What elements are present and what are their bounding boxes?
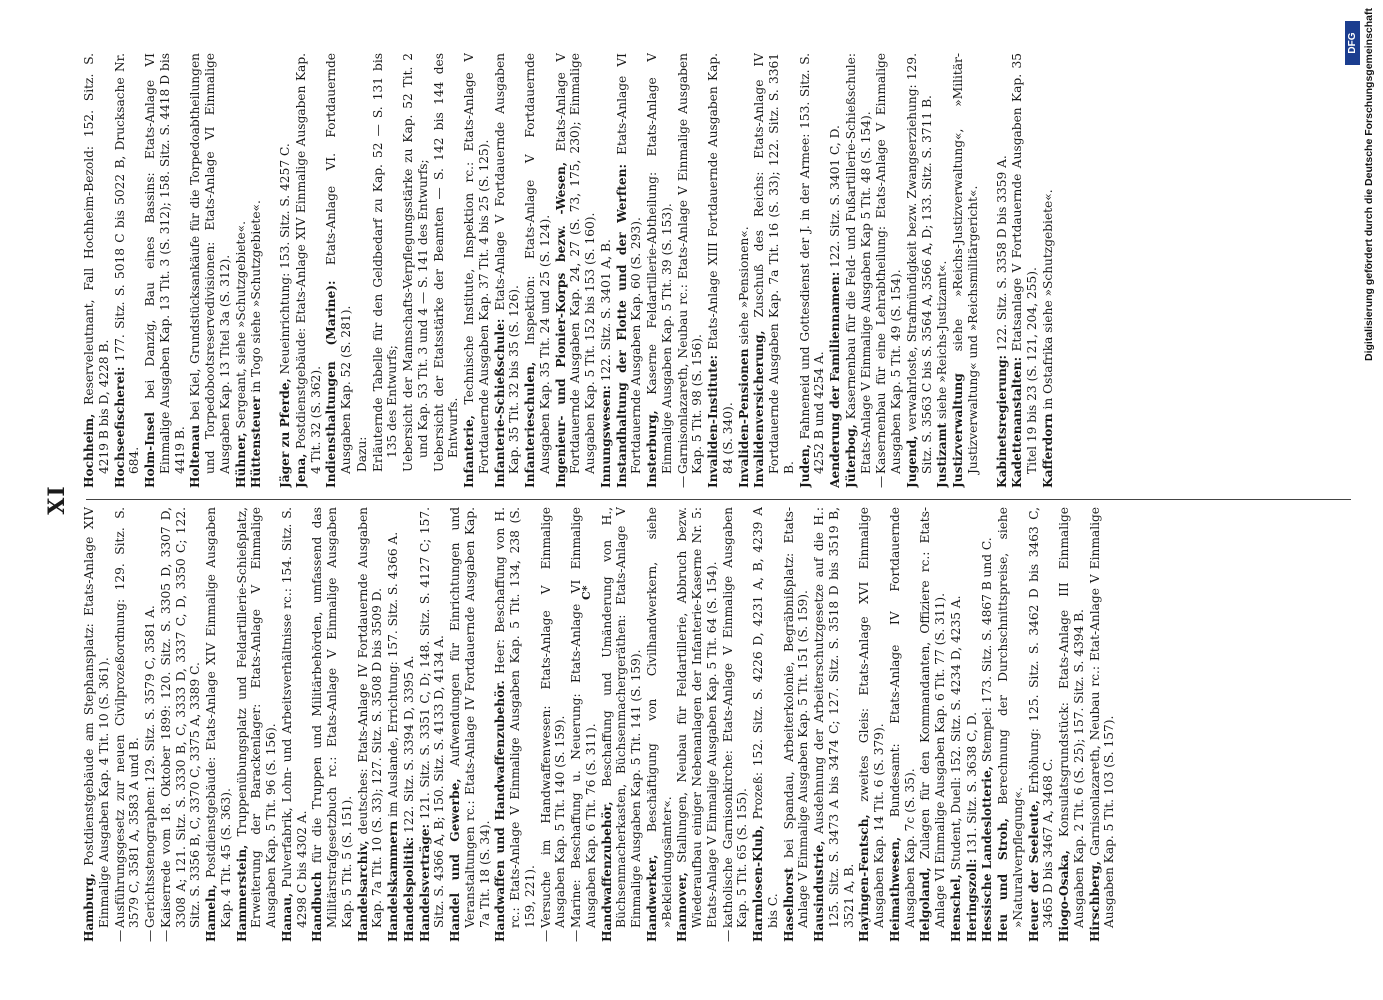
index-reference: Truppenübungsplatz und Feldartillerie-Schießplatz, Erweiterung der Barackenlager: Etats-Anlage V Einmalige Ausgaben Kap. 5 Tit. 96 (S. 156). [234, 507, 278, 928]
index-reference: Stempel: 173. Sitz. S. 4867 B und C. [980, 537, 995, 763]
index-reference: Kaiserrede vom 18. Oktober 1899: 120. Sitz. S. 3305 D, 3307 D, 3308 A; 121. Sitz. S. 3330 B, C, 3333 D, 3337 C, D, 3350 C; 122. Sitz. S. 3356 B, C, 3370 C, 3375 A, 3389 C. [158, 507, 203, 928]
continuation-dash: — [538, 929, 553, 942]
index-entry [113, 507, 143, 942]
index-term: Justizamt [935, 422, 950, 488]
index-entry [645, 53, 675, 488]
index-reference: Dazu: [354, 436, 369, 472]
index-column-right [82, 53, 1357, 488]
index-term: Holm-Insel [143, 411, 157, 488]
index-reference: Kasernenbau für die Feld- und Fußartillerie-Schießschule: Etats-Anlage V Einmalige Ausgaben Kap 5 Tit. 48 (S. 154). [843, 53, 873, 474]
index-term: Heu und Stroh, [996, 818, 1010, 942]
index-entry [888, 507, 918, 942]
index-term: Handwaffenzubehör, [599, 801, 614, 942]
index-reference: 121. Sitz. S. 3351 C, D; 148. Sitz. S. 4127 C; 157. Sitz. S. 4366 A, B; 150. Sitz. S. 4133 D, 4134 A. [417, 507, 447, 928]
index-entry [706, 53, 736, 488]
index-entry [310, 507, 354, 942]
index-reference: siehe »Pensionen«. [736, 226, 751, 345]
index-entry [752, 53, 796, 488]
index-entry [355, 53, 370, 488]
index-entry [113, 53, 143, 488]
index-reference: Pulverfabrik, Lohn- und Arbeitsverhältnisse rc.: 154. Sitz. S. 4298 C bis 4302 A. [279, 507, 309, 928]
index-term: Hochheim, [82, 413, 96, 488]
index-reference: Prozeß: 152. Sitz. S. 4226 D, 4231 A, B, 4239 A bis C. [751, 507, 780, 928]
index-reference: Postdienstgebäude: Etats-Anlage XIV Einmalige Ausgaben Kap. 4 Tit. 45 (S. 363). [204, 507, 233, 928]
continuation-dash: — [158, 929, 173, 942]
index-reference: siehe »Reichs-Justizamt«. [935, 260, 950, 420]
index-term: Haselhorst [781, 867, 796, 942]
index-term: Hamburg, [82, 873, 96, 942]
index-entry [278, 53, 293, 488]
index-entry [371, 53, 401, 488]
index-entry [1057, 507, 1087, 942]
index-entry [995, 53, 1010, 488]
index-term: Aenderung der Familiennamen: [828, 271, 842, 488]
index-term: Hiogo-Osaka, [1057, 850, 1071, 942]
index-reference: in Ostafrika siehe »Schutzgebiete«. [1040, 189, 1055, 410]
index-term: Ingenieur- und Pionier-Korps bezw. -Wesen, [553, 161, 568, 488]
index-reference: Student, Duell: 152. Sitz. S. 4234 D, 4235 A. [948, 595, 963, 871]
index-column-left [82, 507, 1357, 942]
index-term: Hühner, [233, 432, 248, 488]
index-term: Jugend, [904, 435, 919, 488]
index-entry [143, 53, 187, 488]
index-reference: zweites Gleis: Etats-Anlage XVI Einmalige Ausgaben Kap. 14 Tit. 6 (S. 379). [857, 507, 886, 928]
page-number: XI [44, 485, 70, 515]
index-term: Kafferdorn [1040, 413, 1055, 488]
index-entry [676, 53, 706, 488]
index-reference: Neueinrichtung: 153. Sitz. S. 4257 C. [278, 143, 292, 375]
index-term: Kabinetsregierung: [994, 355, 1009, 488]
index-entry [1088, 507, 1118, 942]
index-reference: Beschäftigung von Civilhandwerkern, siehe »Bekleidungsämter«. [644, 507, 674, 928]
index-reference: Reserveleutnant, Fall Hochheim-Bezold: 152. Sitz. S. 4219 B bis D, 4228 B. [82, 53, 111, 474]
index-entry [523, 53, 553, 488]
index-entry [569, 507, 599, 942]
index-entry [1027, 507, 1057, 942]
index-reference: verwahrloste, Strafmündigkeit bezw. Zwangserziehung: 129. Sitz. S. 3563 C bis S. 3564 A, 3566 A, D; 133. Sitz. S. 3711 B. [904, 53, 934, 474]
index-reference: in Togo siehe »Schutzgebiete«. [249, 200, 264, 393]
continuation-dash: — [874, 475, 889, 488]
index-reference: Etats-Anlage XIII Fortdauernde Ausgaben Kap. 84 (S. 340). [706, 53, 735, 474]
index-entry [600, 507, 644, 942]
index-term: Holtenau [188, 424, 203, 488]
index-reference: Etatsanlage V Fortdauernde Ausgaben Kap. 35 Titel 19 bis 23 (S. 121, 204, 255). [1010, 53, 1039, 474]
index-reference: Berechnung der Durchschnittspreise, siehe »Naturalverpflegung«. [996, 507, 1025, 928]
continuation-dash: — [112, 929, 127, 942]
index-term: Innungswesen: [598, 385, 613, 488]
index-entry [1041, 53, 1056, 488]
continuation-dash: — [143, 929, 157, 942]
index-entry [812, 507, 856, 942]
index-reference: Zulagen für den Kommandanten, Offiziere rc.: Etats-Anlage VI Einmalige Ausgaben Kap. 6 Tit. 77 (S. 311). [918, 507, 947, 928]
index-reference: Etats-Anlage V Fortdauernde Ausgaben Kap. 24, 27 (S. 73, 175, 230); Einmalige Ausgaben Kap. 5 Tit. 152 bis 153 (S. 160). [553, 53, 597, 474]
index-term: Hüttensteuer [249, 396, 264, 488]
index-term: Hayingen-Fentsch, [857, 814, 872, 942]
index-entry [143, 507, 158, 942]
index-reference: katholische Garnisonkirche: Etats-Anlage V Einmalige Ausgaben Kap. 5 Tit. 65 (S. 155). [720, 507, 750, 928]
index-entry [798, 53, 828, 488]
index-reference: Kasernenbau für eine Lehrabtheilung: Etats-Anlage V Einmalige Ausgaben Kap. 5 Tit. 49 (S. 154). [874, 53, 903, 474]
index-entry [294, 53, 324, 488]
index-term: Kadettenanstalten: [1010, 356, 1025, 488]
index-reference: Sergeant, siehe »Schutzgebiete«. [233, 221, 248, 429]
index-reference: Gerichtsstenographen: 129. Sitz. S. 3579 C, 3581 A. [143, 605, 157, 928]
index-term: Hausindustrie, [812, 840, 826, 942]
index-entry [493, 507, 537, 942]
index-reference: Garnisonlazareth, Neubau rc.: Etats-Anlage V Einmalige Ausgaben Kap. 5 Tit. 98 (S. 156). [675, 53, 705, 474]
index-reference: 177. Sitz. S. 5018 C bis 5022 B, Drucksache Nr. 684. [112, 53, 142, 474]
index-entry [874, 53, 904, 488]
index-entry [918, 507, 948, 942]
index-entry [401, 53, 431, 488]
index-term: Jäger zu Pferde, [278, 378, 292, 488]
digitization-credit: Digitalisierung gefördert durch die Deutsche Forschungsgemeinschaft [1363, 8, 1375, 361]
index-reference: Ausführungsgesetz zur neuen Civilprozeßordnung: 129. Sitz. S. 3579 C, 3581 A, 3583 A und B. [112, 507, 142, 928]
index-reference: Fahneneid und Gottesdienst der J. in der Armee: 153. Sitz. S. 4252 B und 4254 A. [797, 53, 827, 474]
index-term: Insterburg, [645, 410, 659, 488]
index-reference: Uebersicht der Mannschafts-Verpflegungsstärke zu Kap. 52 Tit. 2 und Kap. 53 Tit. 3 und 4 — S. 141 des Entwurfs; [401, 53, 430, 472]
index-entry [402, 507, 417, 942]
index-entry [751, 507, 781, 942]
column-divider [86, 499, 1351, 500]
index-entry [782, 507, 812, 942]
index-reference: bei Spandau, Arbeiterkolonie, Begräbnißplatz: Etats-Anlage V Einmalige Ausgaben Kap. 5 Tit. 151 (S. 159). [781, 507, 811, 928]
index-term: Justizverwaltung [951, 373, 965, 488]
index-reference: Heer: Beschaffung von H. rc.: Etats-Anlage V Einmalige Ausgaben Kap. 5 Tit. 134, 238 (S. 159, 221). [493, 507, 537, 928]
index-reference: Bundesamt: Etats-Anlage IV Fortdauernde Ausgaben Kap. 7c (S. 35). [887, 507, 917, 928]
index-term: Harmlosen-Klub, [751, 825, 765, 942]
index-entry [675, 507, 719, 942]
index-reference: Postdienstgebäude am Stephansplatz: Etats-Anlage XIV Einmalige Ausgaben Kap. 4 Tit. 10 (S. 361). [82, 507, 111, 928]
index-reference: Erhöhung: 125. Sitz. S. 3462 D bis 3463 C, 3465 D bis 3467 A, 3468 C. [1026, 507, 1056, 928]
index-reference: Aufwendungen für Einrichtungen und Veranstaltungen rc.: Etats-Anlage IV Fortdauernde Ausgaben Kap. 7a Tit. 18 (S. 34). [448, 507, 492, 928]
index-term: Hanau, [279, 892, 294, 942]
index-term: Invalidenversicherung, [752, 330, 767, 488]
index-term: Handelsverträge: [417, 823, 432, 942]
index-entry [1010, 53, 1040, 488]
continuation-dash: — [675, 475, 690, 488]
index-term: Instandhaltung der Flotte und der Werften: [614, 164, 629, 488]
index-term: Hammerstein, [234, 844, 249, 942]
index-entry [418, 507, 448, 942]
index-entry [857, 507, 887, 942]
index-entry [996, 507, 1026, 942]
index-entry [82, 53, 112, 488]
dfg-logo: DFG [1345, 21, 1360, 65]
index-reference: Inspektion: Etats-Anlage V Fortdauernde Ausgaben Kap. 35 Tit. 24 und 25 (S. 124). [523, 53, 552, 474]
index-entry [721, 507, 751, 942]
index-reference: Technische Institute, Inspektion rc.: Etats-Anlage V Fortdauernde Ausgaben Kap. 37 Tit. 4 bis 25 (S. 125). [462, 53, 491, 474]
index-reference: Postdienstgebäude: Etats-Anlage XIV Einmalige Ausgaben Kap. 4 Tit. 32 (S. 362). [293, 53, 323, 474]
index-term: Hessische Landeslotterie, [980, 765, 995, 942]
index-entry [249, 53, 264, 488]
index-reference: Marine: Beschaffung u. Neuerung: Etats-Anlage VI Einmalige Ausgaben Kap. 6 Tit. 76 (S. 311). [569, 507, 598, 928]
index-reference: Uebersicht der Etatsstärke der Beamten — S. 142 bis 144 des Entwurfs. [431, 53, 461, 472]
index-entry [645, 507, 675, 942]
index-reference: Zuschuß des Reichs: Etats-Anlage IV Fortdauernde Ausgaben Kap. 7a Tit. 16 (S. 33); 122. Sitz. S. 3361 B. [752, 53, 796, 474]
index-entry [951, 53, 981, 488]
index-reference: Ausdehnung der Arbeiterschutzgesetze auf die H.: 125. Sitz. S. 3473 A bis 3474 C; 127. Sitz. S. 3518 D bis 3519 B, 3521 A, B. [812, 507, 856, 928]
index-entry [432, 53, 462, 488]
index-reference: 131. Sitz. S. 3638 C, D. [964, 712, 979, 855]
index-reference: Etats-Anlage VI Fortdauernde Ausgaben Kap. 60 (S. 293). [614, 53, 644, 474]
index-reference: siehe »Reichs-Justizverwaltung«, »Militär-Justizverwaltung« und »Reichsmilitärgericht«. [951, 53, 980, 474]
index-term: Heringszoll: [964, 858, 979, 942]
index-reference: bei Kiel, Grundstücksankäufe für die Torpedoabtheilungen und Torpedobootsreservedivisionen: Etats-Anlage VI Einmalige Ausgaben Kap. 13 Titel 3a (S. 312). [188, 53, 232, 474]
index-term: Hameln, [204, 884, 218, 942]
index-entry [965, 507, 980, 942]
index-entry [324, 53, 354, 488]
index-entry [82, 507, 112, 942]
index-entry [539, 507, 569, 942]
index-term: Infanterieschulen, [523, 361, 537, 488]
index-reference: Kaserne Feldartillerie-Abtheilung: Etats-Anlage V Einmalige Ausgaben Kap. 5 Tit. 39 (S. 153). [645, 53, 674, 474]
index-term: Handwaffen und Handwaffenzubehör. [493, 680, 508, 942]
index-entry [386, 507, 401, 942]
index-entry [828, 53, 843, 488]
index-term: Heuer der Seeleute, [1026, 800, 1041, 942]
index-entry [204, 507, 234, 942]
index-entry [448, 507, 492, 942]
index-reference: Beschaffung und Umänderung von H., Büchsenmacherkasten, Büchsenmachergeräthen: Etats-Anlage V Einmalige Ausgaben Kap. 5 Tit. 141 (S. 159). [599, 507, 643, 928]
index-reference: Versuche im Handwaffenwesen: Etats-Anlage V Einmalige Ausgaben Kap. 5 Tit. 140 (S. 159). [538, 507, 568, 928]
index-term: Infanterie-Schießschule: [492, 318, 507, 488]
index-entry [554, 53, 598, 488]
index-entry [356, 507, 386, 942]
index-reference: Erläuternde Tabelle für den Geldbedarf zu Kap. 52 — S. 131 bis 135 des Entwurfs; [370, 53, 400, 472]
index-entry [615, 53, 645, 488]
index-term: Handelsarchiv, [355, 840, 370, 942]
index-term: Heimathwesen, [887, 836, 902, 942]
index-term: Helgoland, [918, 867, 933, 942]
index-term: Handelskammern [386, 820, 400, 942]
index-term: Juden, [797, 443, 812, 488]
index-entry [462, 53, 492, 488]
index-reference: Etats-Anlage V Fortdauernde Ausgaben Kap. 35 Tit. 32 bis 35 (S. 126). [492, 53, 522, 474]
index-reference: 122. Sitz. S. 3401 A, B. [598, 239, 613, 382]
index-entry [737, 53, 752, 488]
index-term: Hannover, [675, 872, 690, 942]
index-term: Handwerker, [644, 854, 659, 942]
index-entry [949, 507, 964, 942]
index-entry [599, 53, 614, 488]
index-reference: bei Danzig, Bau eines Bassins: Etats-Anlage VI Einmalige Ausgaben Kap. 13 Tit. 3 (S. 312); 158. Sitz. S. 4418 D bis 4419 B. [143, 53, 187, 474]
index-entry [235, 507, 279, 942]
index-entry [280, 507, 310, 942]
index-entry [159, 507, 203, 942]
index-term: Hirschberg, [1087, 860, 1102, 942]
index-term: Jüterbog, [843, 424, 858, 488]
index-reference: Stallungen, Neubau für Feldartillerie, Abbruch bezw. Wiederaufbau einiger Nebenanlagen der Infanterie-Kaserne Nr. 5: Etats-Anlage V Einmalige Ausgaben Kap. 5 Tit. 64 (S. 154). [675, 507, 719, 928]
index-term: Infanterie, [462, 415, 476, 488]
index-reference: 122. Sitz. S. 3394 D, 3395 A. [401, 655, 416, 833]
index-reference: 122. Sitz. S. 3358 D bis 3359 A. [994, 155, 1009, 352]
index-reference: Etats-Anlage VI. Fortdauernde Ausgaben Kap. 52 (S. 281). [324, 53, 353, 474]
index-reference: Konsulatsgrundstück: Etats-Anlage III Einmalige Ausgaben Kap. 2 Tit. 6 (S. 25); 157. Sitz. S. 4394 B. [1057, 507, 1086, 928]
index-term: Handbuch [310, 871, 325, 942]
index-entry [980, 507, 995, 942]
index-term: Hochseefischerei: [112, 366, 127, 488]
index-reference: deutsches: Etats-Anlage IV Fortdauernde Ausgaben Kap. 7a Tit. 10 (S. 33); 127. Sitz. S. 3508 D bis 3509 D. [355, 507, 385, 928]
index-entry [188, 53, 232, 488]
index-term: Jena, [293, 453, 308, 488]
index-term: Henschel, [948, 874, 963, 942]
continuation-dash: — [569, 929, 583, 942]
index-entry [935, 53, 950, 488]
index-entry [234, 53, 249, 488]
index-term: Indiensthaltungen (Marine): [324, 280, 339, 488]
continuation-dash: — [720, 929, 735, 942]
signature-mark: C* [580, 585, 593, 600]
index-term: Invaliden-Pensionen [736, 348, 751, 488]
index-term: Invaliden-Institute: [706, 354, 720, 488]
index-reference: für die Truppen und Militärbehörden, umfassend das Militärstrafgesetzbuch rc.: Etats-Anlage V Einmalige Ausgaben Kap. 5 Tit. 5 (S. 151). [310, 507, 354, 928]
index-entry [493, 53, 523, 488]
index-reference: 122. Sitz. S. 3401 C, D. [828, 125, 842, 268]
index-term: Handelspolitik: [401, 836, 416, 942]
index-entry [844, 53, 874, 488]
index-entry [905, 53, 935, 488]
index-term: Handel und Gewerbe, [448, 778, 462, 942]
index-reference: Garnisonlazareth, Neubau rc.: Etat-Anlage V Einmalige Ausgaben Kap. 5 Tit. 103 (S. 157). [1087, 507, 1117, 928]
index-reference: im Auslande, Errichtung: 157. Sitz. S. 4366 A. [386, 531, 400, 817]
